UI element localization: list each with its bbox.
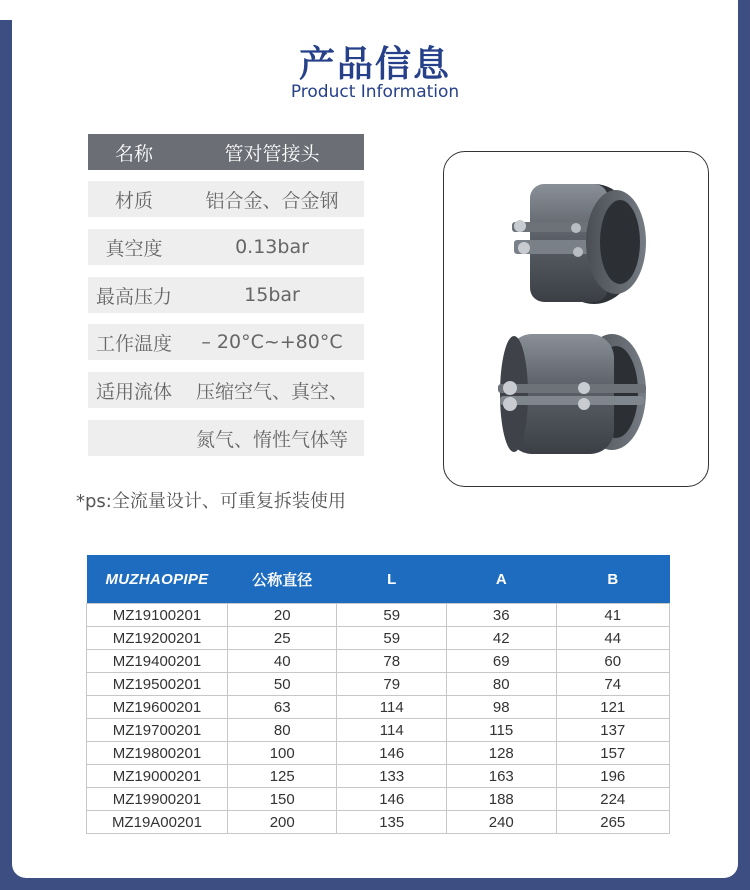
table-cell: 50	[227, 673, 337, 696]
table-cell: 240	[447, 811, 557, 834]
table-row	[87, 742, 670, 765]
table-cell: 44	[556, 627, 669, 650]
table-cell: MZ19100201	[87, 604, 228, 627]
table-cell: MZ19000201	[87, 765, 228, 788]
spec-row-pressure	[88, 277, 364, 313]
table-cell: 60	[556, 650, 669, 673]
table-cell: 25	[227, 627, 337, 650]
table-cell: 80	[227, 719, 337, 742]
table-cell: 100	[227, 742, 337, 765]
table-cell: MZ19900201	[87, 788, 228, 811]
size-table	[86, 555, 670, 834]
table-row	[87, 765, 670, 788]
table-row	[87, 696, 670, 719]
table-cell: 63	[227, 696, 337, 719]
table-cell: 69	[447, 650, 557, 673]
table-header-row	[87, 555, 670, 604]
table-row	[87, 719, 670, 742]
spec-value: 铝合金、合金钢	[205, 189, 339, 212]
table-cell: 80	[447, 673, 557, 696]
table-cell: 78	[337, 650, 447, 673]
table-cell: MZ19700201	[87, 719, 228, 742]
table-cell: 133	[337, 765, 447, 788]
table-cell: 42	[447, 627, 557, 650]
column-header: A	[447, 555, 557, 604]
table-cell: 200	[227, 811, 337, 834]
table-row	[87, 673, 670, 696]
table-cell: 59	[337, 604, 447, 627]
table-cell: 40	[227, 650, 337, 673]
usage-note: *ps:全流量设计、可重复拆装使用	[76, 491, 346, 512]
spec-key: 名称	[114, 142, 153, 165]
table-cell: 128	[447, 742, 557, 765]
spec-value: 15bar	[244, 284, 300, 306]
table-cell: MZ19200201	[87, 627, 228, 650]
table-cell: 224	[556, 788, 669, 811]
table-cell: 125	[227, 765, 337, 788]
table-cell: 36	[447, 604, 557, 627]
column-header: MUZHAOPIPE	[87, 555, 228, 604]
table-cell: 114	[337, 719, 447, 742]
table-cell: MZ19500201	[87, 673, 228, 696]
spec-row-name	[88, 134, 364, 170]
table-row	[87, 650, 670, 673]
spec-row-material	[88, 181, 364, 217]
table-row	[87, 788, 670, 811]
spec-value: 管对管接头	[224, 142, 320, 165]
table-cell: 157	[556, 742, 669, 765]
table-cell: MZ19800201	[87, 742, 228, 765]
column-header: 公称直径	[227, 555, 337, 604]
column-header: B	[556, 555, 669, 604]
table-row	[87, 627, 670, 650]
spec-row-vacuum	[88, 229, 364, 265]
table-cell: 137	[556, 719, 669, 742]
pipe-coupling-image	[444, 152, 708, 486]
spec-key: 材质	[114, 189, 153, 212]
column-header: L	[337, 555, 447, 604]
table-cell: 20	[227, 604, 337, 627]
spec-value: 0.13bar	[235, 236, 309, 258]
table-row	[87, 811, 670, 834]
table-cell: 135	[337, 811, 447, 834]
spec-key: 真空度	[105, 237, 163, 260]
table-cell: 98	[447, 696, 557, 719]
table-cell: 188	[447, 788, 557, 811]
table-cell: 163	[447, 765, 557, 788]
table-cell: MZ19A00201	[87, 811, 228, 834]
spec-row-fluid-cont	[88, 420, 364, 456]
page-subtitle: Product Information	[290, 82, 460, 102]
table-cell: 146	[337, 788, 447, 811]
table-cell: 114	[337, 696, 447, 719]
spec-value: 氮气、惰性气体等	[195, 428, 348, 451]
table-cell: MZ19600201	[87, 696, 228, 719]
table-cell: MZ19400201	[87, 650, 228, 673]
table-cell: 115	[447, 719, 557, 742]
table-row	[87, 604, 670, 627]
table-cell: 121	[556, 696, 669, 719]
spec-key: 最高压力	[95, 285, 172, 308]
spec-value: – 20°C~+80°C	[201, 331, 343, 353]
spec-value: 压缩空气、真空、	[195, 380, 348, 403]
table-cell: 74	[556, 673, 669, 696]
table-cell: 146	[337, 742, 447, 765]
table-cell: 41	[556, 604, 669, 627]
table-cell: 196	[556, 765, 669, 788]
spec-row-fluid	[88, 372, 364, 408]
spec-key: 工作温度	[95, 332, 172, 355]
spec-row-temperature	[88, 324, 364, 360]
table-cell: 150	[227, 788, 337, 811]
product-photo	[443, 151, 709, 487]
table-cell: 79	[337, 673, 447, 696]
page-title: 产品信息	[298, 44, 451, 85]
table-cell: 265	[556, 811, 669, 834]
panel-corner	[0, 0, 40, 20]
spec-key: 适用流体	[95, 380, 172, 403]
table-cell: 59	[337, 627, 447, 650]
